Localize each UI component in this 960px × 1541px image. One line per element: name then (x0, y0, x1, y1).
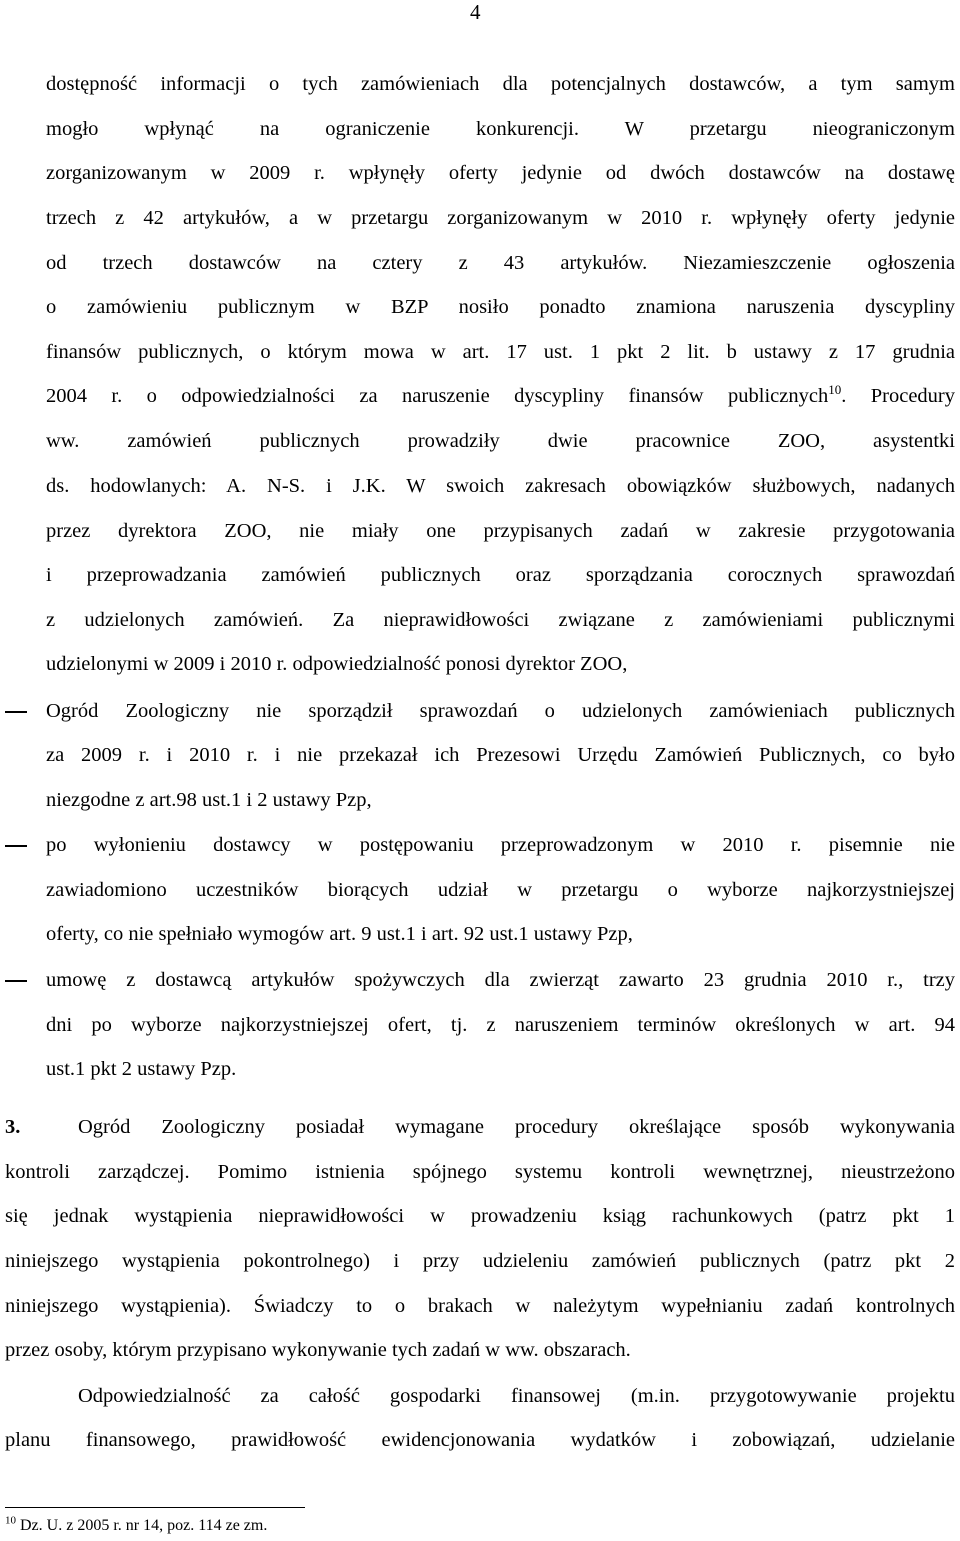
list-item-line: ust.1 pkt 2 ustawy Pzp. (46, 1058, 237, 1080)
text-line: ds. hodowlanych: A. N-S. i J.K. W swoich zakresach obowiązków służbowych, nadanych (46, 475, 955, 497)
text-line: się jednak wystąpienia nieprawidłowości w prowadzeniu ksiąg rachunkowych (patrz pkt 1 (5, 1205, 955, 1227)
text-line-with-footnote-ref (46, 383, 955, 409)
list-item-line: niezgodne z art.98 ust.1 i 2 ustawy Pzp, (46, 789, 372, 811)
text-line: niniejszego wystąpienia). Świadczy to o brakach w należytym wypełnianiu zadań kontrolnych (5, 1295, 955, 1317)
text-line: o zamówieniu publicznym w BZP nosiło ponadto znamiona naruszenia dyscypliny (46, 296, 955, 318)
footnote-reference[interactable]: 10 (828, 382, 842, 398)
list-item-line: zawiadomiono uczestników biorących udział w przetargu o wyborze najkorzystniejszej (46, 879, 955, 901)
footnote-separator (5, 1507, 305, 1508)
text-line: finansów publicznych, o którym mowa w art. 17 ust. 1 pkt 2 lit. b ustawy z 17 grudnia (46, 341, 955, 363)
text-line: ww. zamówień publicznych prowadziły dwie pracownice ZOO, asystentki (46, 430, 955, 452)
page-number: 4 (470, 0, 481, 24)
text-line: zorganizowanym w 2009 r. wpłynęły oferty jedynie od dwóch dostawców na dostawę (46, 162, 955, 184)
text-line: z udzielonych zamówień. Za nieprawidłowości związane z zamówieniami publicznymi (46, 609, 955, 631)
list-item-line: po wyłonieniu dostawcy w postępowaniu przeprowadzonym w 2010 r. pisemnie nie (46, 834, 955, 856)
text-line: dostępność informacji o tych zamówieniach dla potencjalnych dostawców, a tym samym (46, 73, 955, 95)
text-line: planu finansowego, prawidłowość ewidencjonowania wydatków i zobowiązań, udzielanie (5, 1429, 955, 1451)
text-line: i przeprowadzania zamówień publicznych oraz sporządzania corocznych sprawozdań (46, 564, 955, 586)
text-line: Odpowiedzialność za całość gospodarki finansowej (m.in. przygotowywanie projektu (78, 1385, 955, 1407)
list-item-line: umowę z dostawcą artykułów spożywczych dla zwierząt zawarto 23 grudnia 2010 r., trzy (46, 969, 955, 991)
footnote-text: Dz. U. z 2005 r. nr 14, poz. 114 ze zm. (16, 1517, 268, 1534)
footnote (5, 1516, 267, 1536)
footnote-marker: 10 (5, 1514, 16, 1527)
list-item-line: Ogród Zoologiczny nie sporządził sprawozdań o udzielonych zamówieniach publicznych (46, 700, 955, 722)
bullet-dash-icon (5, 845, 27, 847)
bullet-dash-icon (5, 711, 27, 713)
text-line: niniejszego wystąpienia pokontrolnego) i przy udzieleniu zamówień publicznych (patrz pkt 2 (5, 1250, 955, 1272)
list-item-line: za 2009 r. i 2010 r. i nie przekazał ich Prezesowi Urzędu Zamówień Publicznych, co było (46, 744, 955, 766)
text-line: przez osoby, którym przypisano wykonywanie tych zadań w ww. obszarach. (5, 1339, 631, 1361)
text-line: Ogród Zoologiczny posiadał wymagane procedury określające sposób wykonywania (78, 1116, 955, 1138)
text-segment: 2004 r. o odpowiedzialności za naruszenie dyscypliny finansów publicznych (46, 385, 829, 407)
list-item-line: oferty, co nie spełniało wymogów art. 9 ust.1 i art. 92 ust.1 ustawy Pzp, (46, 923, 633, 945)
text-line: trzech z 42 artykułów, a w przetargu zorganizowanym w 2010 r. wpłynęły oferty jedynie (46, 207, 955, 229)
text-line: udzielonymi w 2009 i 2010 r. odpowiedzialność ponosi dyrektor ZOO, (46, 653, 628, 675)
section-number: 3. (5, 1116, 21, 1138)
text-line: od trzech dostawców na cztery z 43 artykułów. Niezamieszczenie ogłoszenia (46, 252, 955, 274)
bullet-dash-icon (5, 980, 27, 982)
text-segment: . Procedury (841, 385, 955, 407)
list-item-line: dni po wyborze najkorzystniejszej ofert, tj. z naruszeniem terminów określonych w art. 94 (46, 1014, 955, 1036)
text-line: mogło wpłynąć na ograniczenie konkurencji. W przetargu nieograniczonym (46, 118, 955, 140)
text-line: przez dyrektora ZOO, nie miały one przypisanych zadań w zakresie przygotowania (46, 520, 955, 542)
text-line: kontroli zarządczej. Pomimo istnienia spójnego systemu kontroli wewnętrznej, nieustrzeżono (5, 1161, 955, 1183)
